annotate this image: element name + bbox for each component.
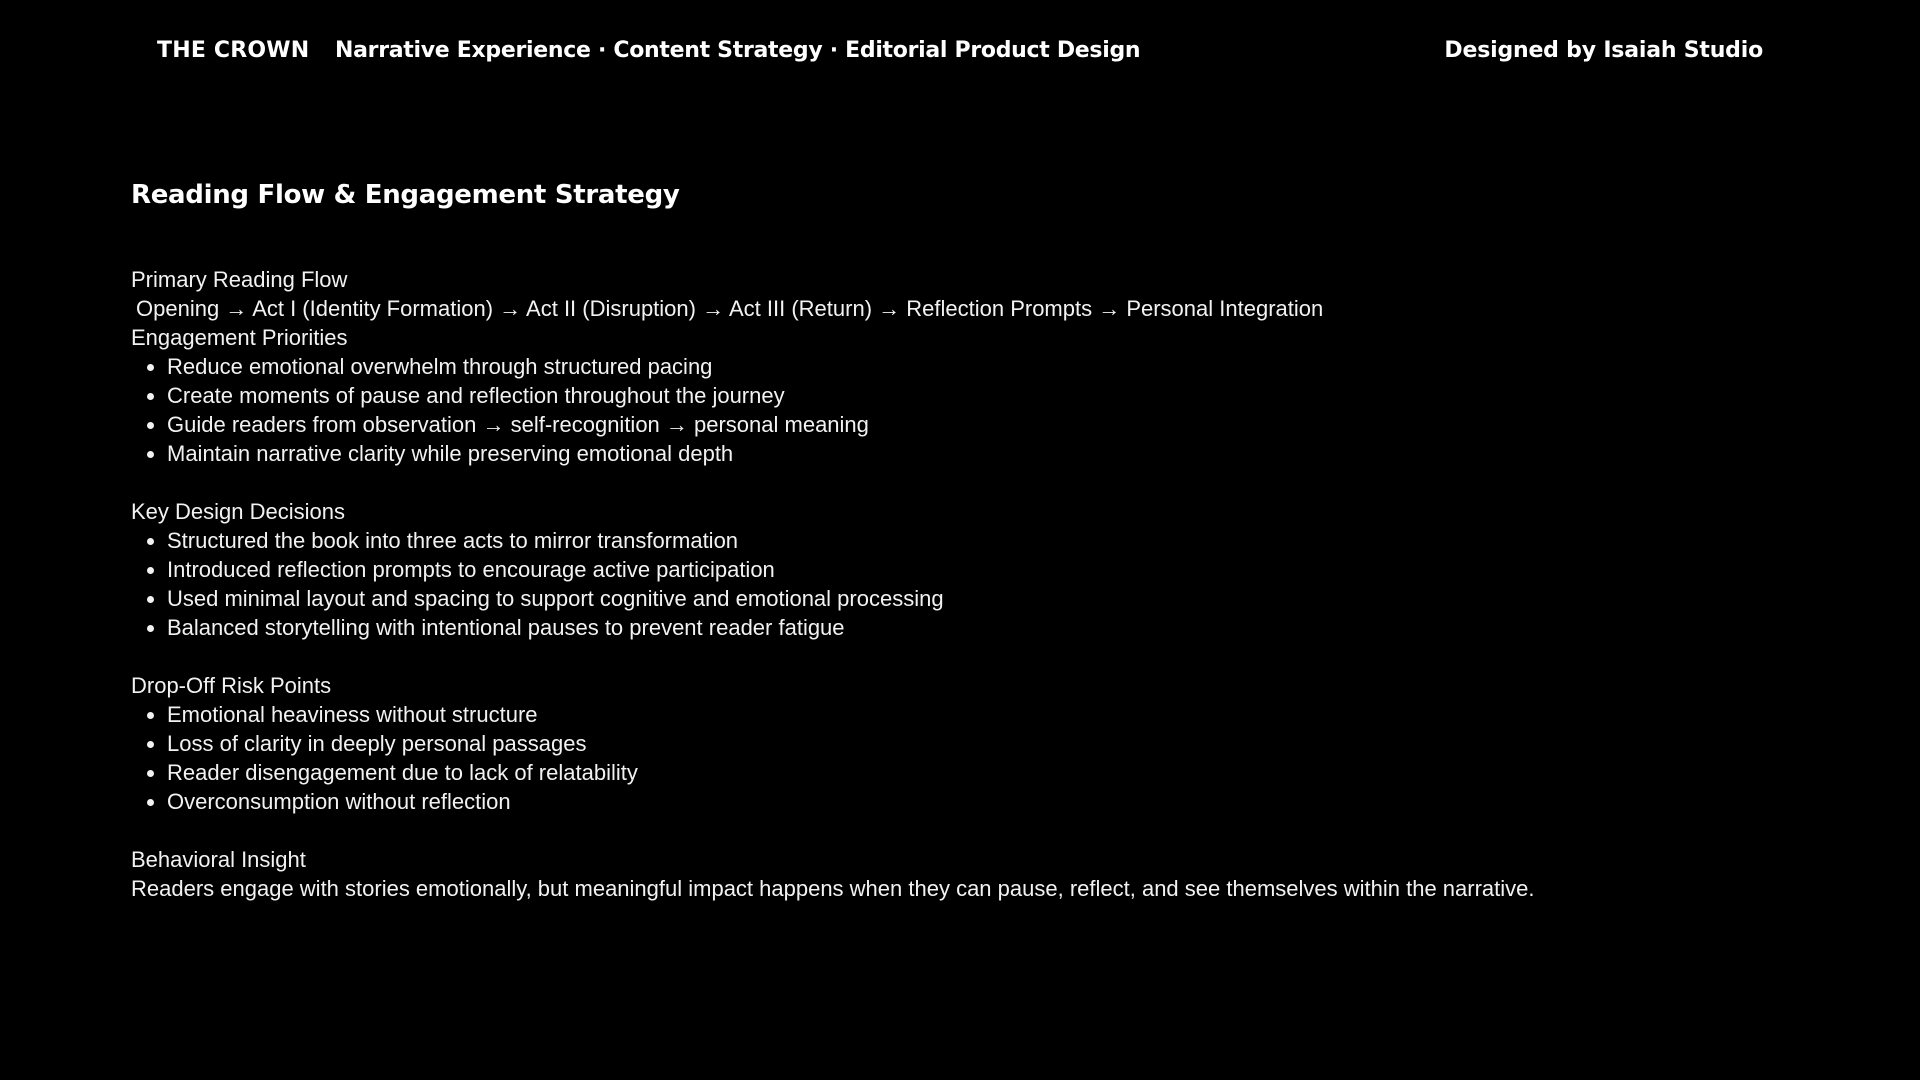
primary-flow-text: Opening → Act I (Identity Formation) → Act II (Disruption) → Act III (Return) → Reflection Prompts → Personal Integration — [136, 296, 1324, 321]
brand-title: THE CROWN — [157, 38, 310, 63]
list-item: • Balanced storytelling with intentional pauses to prevent reader fatigue — [167, 613, 1831, 642]
decisions-list — [131, 526, 1831, 642]
list-item: • Emotional heaviness without structure — [167, 700, 1831, 729]
designer-credit: Designed by Isaiah Studio — [1444, 38, 1763, 63]
insight-text: Readers engage with stories emotionally, but meaningful impact happens when they can pause, reflect, and see themselves within the narrative. — [131, 876, 1535, 901]
list-item: • Introduced reflection prompts to encourage active participation — [167, 555, 1831, 584]
list-item: • Loss of clarity in deeply personal passages — [167, 729, 1831, 758]
list-item: • Reduce emotional overwhelm through structured pacing — [167, 352, 1831, 381]
list-item: • Maintain narrative clarity while preserving emotional depth — [167, 439, 1831, 468]
list-item: • Create moments of pause and reflection throughout the journey — [167, 381, 1831, 410]
list-item: • Guide readers from observation → self-recognition → personal meaning — [167, 410, 1831, 439]
page-title: Reading Flow & Engagement Strategy — [131, 180, 680, 210]
list-item: • Structured the book into three acts to mirror transformation — [167, 526, 1831, 555]
project-subtitle: Narrative Experience · Content Strategy · Editorial Product Design — [335, 38, 1141, 63]
dropoff-list — [131, 700, 1831, 816]
top-header — [0, 38, 1920, 68]
list-item: • Reader disengagement due to lack of relatability — [167, 758, 1831, 787]
section-spacer — [131, 468, 1831, 497]
list-item: • Used minimal layout and spacing to support cognitive and emotional processing — [167, 584, 1831, 613]
section-spacer — [131, 642, 1831, 671]
engagement-heading: Engagement Priorities — [131, 325, 348, 350]
decisions-heading: Key Design Decisions — [131, 499, 345, 524]
primary-flow-heading: Primary Reading Flow — [131, 267, 348, 292]
strategy-content — [131, 265, 1831, 903]
list-item: • Overconsumption without reflection — [167, 787, 1831, 816]
section-spacer — [131, 816, 1831, 845]
engagement-list — [131, 352, 1831, 468]
insight-heading: Behavioral Insight — [131, 847, 306, 872]
dropoff-heading: Drop-Off Risk Points — [131, 673, 332, 698]
